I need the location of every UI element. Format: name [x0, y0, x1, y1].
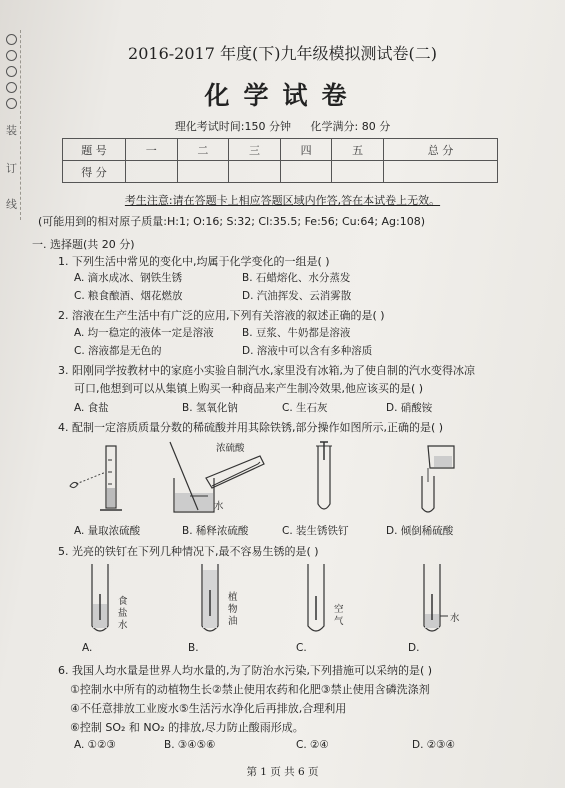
question-stem: 5. 光亮的铁钉在下列几种情况下,最不容易生锈的是( ): [58, 545, 319, 558]
score-table-header-row: [63, 139, 498, 161]
question-stem: 4. 配制一定溶质质量分数的稀硫酸并用其除铁锈,部分操作如图所示,正确的是( ): [58, 421, 444, 434]
time-note: 理化考试时间:150 分钟: [174, 120, 291, 133]
option-a: A. 均一稳定的液体一定是溶液: [74, 327, 214, 339]
section-heading: 一. 选择题(共 20 分): [32, 238, 135, 251]
binding-char: 订: [6, 162, 17, 175]
option-b: B. 豆浆、牛奶都是溶液: [242, 327, 351, 339]
option-d: D. 硝酸铵: [386, 402, 433, 414]
score-table-cell: 题 号: [63, 139, 126, 161]
statement-line: ①控制水中所有的动植物生长②禁止使用农药和化肥③禁止使用含磷洗涤剂: [70, 683, 430, 696]
score-table-cell: [280, 161, 332, 183]
option-d: D. ②③④: [412, 739, 455, 751]
option-d: D. 倾倒稀硫酸: [386, 525, 454, 537]
option-b: B.: [188, 642, 199, 654]
score-table-cell: [229, 161, 281, 183]
option-c: C. 装生锈铁钉: [282, 525, 349, 537]
label-water: 水: [214, 501, 224, 512]
score-table-cell: 总 分: [383, 139, 497, 161]
score-table-cell: 三: [229, 139, 281, 161]
option-c: C. 生石灰: [282, 402, 328, 414]
option-b: B. 稀释浓硫酸: [182, 525, 249, 537]
binding-char: 装: [6, 124, 17, 137]
question-stem-line: 可口,他想到可以从集镇上购买一种商品来产生制冷效果,他应该买的是( ): [74, 382, 424, 395]
option-d: D.: [408, 642, 420, 654]
figure-tube-salt-water: [86, 560, 114, 640]
score-table-cell: 四: [280, 139, 332, 161]
score-table-cell: [383, 161, 497, 183]
question-stem: 1. 下列生活中常见的变化中,均属于化学变化的一组是( ): [58, 255, 330, 268]
page-footer: 第 1 页 共 6 页: [246, 766, 319, 778]
atomic-masses: (可能用到的相对原子质量:H:1; O:16; S:32; Cl:35.5; Fe:56; Cu:64; Ag:108): [38, 215, 426, 228]
figure-measuring-cylinder: [64, 440, 134, 520]
label-concentrated-acid: 浓硫酸: [216, 443, 245, 454]
question-stem-line: 3. 阳刚同学按教材中的家庭小实验自制汽水,家里没有冰箱,为了使自制的汽水变得冰凉: [58, 364, 475, 377]
exam-title: 2016-2017 年度(下)九年级模拟测试卷(二): [128, 44, 437, 63]
option-a: A. 滴水成冰、钢铁生锈: [74, 272, 183, 284]
score-table-cell: [332, 161, 384, 183]
option-a: A.: [82, 642, 93, 654]
option-b: B. 氢氧化钠: [182, 402, 238, 414]
option-c: C. ②④: [296, 739, 329, 751]
option-c: C. 粮食酿酒、烟花燃放: [74, 290, 183, 302]
subject-title: 化学试卷: [204, 81, 361, 110]
score-table-cell: [126, 161, 178, 183]
score-table-cell: [177, 161, 229, 183]
option-a: A. 量取浓硫酸: [74, 525, 141, 537]
figure-tube-veg-oil: [196, 560, 224, 640]
option-d: D. 溶液中可以含有多种溶质: [242, 345, 373, 357]
score-table: [62, 138, 498, 183]
option-c: C.: [296, 642, 307, 654]
statement-line: ⑥控制 SO₂ 和 NO₂ 的排放,尽力防止酸雨形成。: [70, 721, 304, 734]
label-salt-water: 食 盐 水: [118, 596, 128, 631]
score-table-cell: 五: [332, 139, 384, 161]
exam-info: [0, 118, 565, 134]
score-table-score-row: [63, 161, 498, 183]
score-table-cell: 一: [126, 139, 178, 161]
score-note: 化学满分: 80 分: [310, 120, 391, 133]
question-stem: 2. 溶液在生产生活中有广泛的应用,下列有关溶液的叙述正确的是( ): [58, 309, 385, 322]
statement-line: ④不任意排放工业废水⑤生活污水净化后再排放,合理利用: [70, 702, 347, 715]
figure-tube-air: [302, 560, 330, 640]
figure-pouring: [408, 438, 468, 520]
option-c: C. 溶液都是无色的: [74, 345, 162, 357]
score-table-cell: 得 分: [63, 161, 126, 183]
figure-test-tube-nail: [306, 440, 346, 520]
option-b: B. 石蜡熔化、水分蒸发: [242, 272, 351, 284]
label-veg-oil: 植 物 油: [228, 592, 238, 627]
figure-tube-water: [418, 560, 446, 640]
label-air: 空 气: [334, 604, 344, 627]
option-b: B. ③④⑤⑥: [164, 739, 216, 751]
option-d: D. 汽油挥发、云消雾散: [242, 290, 352, 302]
question-stem: 6. 我国人均水量是世界人均水量的,为了防治水污染,下列措施可以采纳的是( ): [58, 664, 433, 677]
label-water: 水: [450, 613, 460, 624]
score-table-cell: 二: [177, 139, 229, 161]
option-a: A. ①②③: [74, 739, 116, 751]
exam-notice: 考生注意:请在答题卡上相应答题区域内作答,答在本试卷上无效。: [124, 194, 441, 207]
option-a: A. 食盐: [74, 402, 109, 414]
binding-char: 线: [6, 198, 17, 211]
